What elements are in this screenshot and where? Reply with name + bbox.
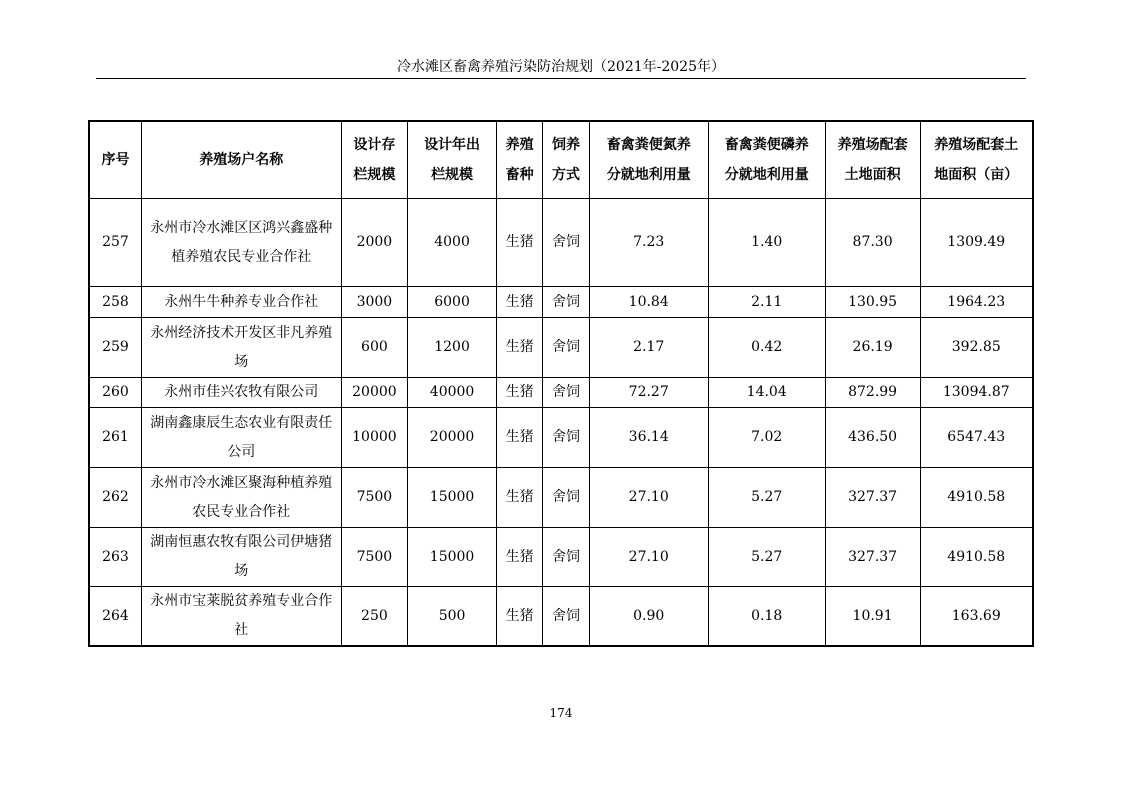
cell-species: 生猪: [496, 468, 542, 528]
cell-method: 舍饲: [543, 287, 589, 318]
cell-land-area: 872.99: [825, 378, 920, 408]
cell-nitrogen: 0.90: [589, 587, 708, 647]
cell-species: 生猪: [496, 318, 542, 378]
col-header-land-area: 养殖场配套 土地面积: [825, 121, 920, 199]
cell-method: 舍饲: [543, 587, 589, 647]
cell-nitrogen: 36.14: [589, 408, 708, 468]
col-header-no: 序号: [89, 121, 141, 199]
cell-phosphorus: 2.11: [708, 287, 825, 318]
cell-land-mu: 163.69: [920, 587, 1033, 647]
cell-no: 260: [89, 378, 141, 408]
cell-land-mu: 13094.87: [920, 378, 1033, 408]
cell-nitrogen: 27.10: [589, 468, 708, 528]
cell-nitrogen: 2.17: [589, 318, 708, 378]
cell-name: 永州市宝莱脱贫养殖专业合作社: [141, 587, 341, 647]
cell-stock: 2000: [341, 199, 408, 287]
cell-species: 生猪: [496, 528, 542, 587]
cell-no: 264: [89, 587, 141, 647]
cell-land-area: 130.95: [825, 287, 920, 318]
cell-output: 20000: [408, 408, 497, 468]
header-rule: [96, 78, 1026, 79]
cell-stock: 7500: [341, 468, 408, 528]
cell-method: 舍饲: [543, 528, 589, 587]
cell-land-area: 327.37: [825, 468, 920, 528]
cell-species: 生猪: [496, 408, 542, 468]
page-header-title: 冷水滩区畜禽养殖污染防治规划（2021年-2025年）: [397, 59, 725, 75]
cell-stock: 10000: [341, 408, 408, 468]
cell-species: 生猪: [496, 199, 542, 287]
cell-name: 湖南鑫康辰生态农业有限责任公司: [141, 408, 341, 468]
cell-land-area: 26.19: [825, 318, 920, 378]
cell-method: 舍饲: [543, 408, 589, 468]
cell-land-mu: 1309.49: [920, 199, 1033, 287]
table-row: [89, 528, 1033, 587]
cell-no: 259: [89, 318, 141, 378]
table-row: [89, 408, 1033, 468]
cell-stock: 600: [341, 318, 408, 378]
cell-no: 263: [89, 528, 141, 587]
cell-method: 舍饲: [543, 378, 589, 408]
cell-phosphorus: 5.27: [708, 528, 825, 587]
cell-stock: 7500: [341, 528, 408, 587]
cell-method: 舍饲: [543, 468, 589, 528]
cell-no: 262: [89, 468, 141, 528]
cell-land-area: 10.91: [825, 587, 920, 647]
cell-phosphorus: 0.42: [708, 318, 825, 378]
cell-land-mu: 6547.43: [920, 408, 1033, 468]
table-row: [89, 468, 1033, 528]
cell-output: 4000: [408, 199, 497, 287]
cell-output: 6000: [408, 287, 497, 318]
cell-nitrogen: 7.23: [589, 199, 708, 287]
farm-land-table: [88, 120, 1034, 647]
cell-method: 舍饲: [543, 199, 589, 287]
table-header-row: [89, 121, 1033, 199]
cell-nitrogen: 72.27: [589, 378, 708, 408]
col-header-name: 养殖场户名称: [141, 121, 341, 199]
col-header-phosphorus: 畜禽粪便磷养 分就地利用量: [708, 121, 825, 199]
cell-no: 257: [89, 199, 141, 287]
table-row: [89, 287, 1033, 318]
cell-phosphorus: 7.02: [708, 408, 825, 468]
table-row: [89, 378, 1033, 408]
col-header-output: 设计年出 栏规模: [408, 121, 497, 199]
table-row: [89, 587, 1033, 647]
cell-nitrogen: 10.84: [589, 287, 708, 318]
cell-name: 永州经济技术开发区非凡养殖场: [141, 318, 341, 378]
cell-land-mu: 392.85: [920, 318, 1033, 378]
cell-land-mu: 1964.23: [920, 287, 1033, 318]
cell-stock: 20000: [341, 378, 408, 408]
col-header-land-mu: 养殖场配套土 地面积（亩）: [920, 121, 1033, 199]
col-header-method: 饲养 方式: [543, 121, 589, 199]
cell-name: 永州牛牛种养专业合作社: [141, 287, 341, 318]
cell-nitrogen: 27.10: [589, 528, 708, 587]
table-row: [89, 199, 1033, 287]
cell-output: 15000: [408, 468, 497, 528]
cell-land-mu: 4910.58: [920, 528, 1033, 587]
cell-phosphorus: 14.04: [708, 378, 825, 408]
cell-no: 258: [89, 287, 141, 318]
cell-species: 生猪: [496, 287, 542, 318]
cell-no: 261: [89, 408, 141, 468]
cell-name: 永州市冷水滩区聚海种植养殖农民专业合作社: [141, 468, 341, 528]
cell-land-area: 436.50: [825, 408, 920, 468]
cell-stock: 250: [341, 587, 408, 647]
table-row: [89, 318, 1033, 378]
cell-output: 1200: [408, 318, 497, 378]
cell-land-area: 327.37: [825, 528, 920, 587]
cell-stock: 3000: [341, 287, 408, 318]
cell-phosphorus: 1.40: [708, 199, 825, 287]
cell-output: 500: [408, 587, 497, 647]
cell-output: 15000: [408, 528, 497, 587]
col-header-nitrogen: 畜禽粪便氮养 分就地利用量: [589, 121, 708, 199]
col-header-species: 养殖 畜种: [496, 121, 542, 199]
cell-name: 湖南恒惠农牧有限公司伊塘猪场: [141, 528, 341, 587]
cell-land-mu: 4910.58: [920, 468, 1033, 528]
cell-method: 舍饲: [543, 318, 589, 378]
cell-name: 永州市冷水滩区区鸿兴鑫盛种植养殖农民专业合作社: [141, 199, 341, 287]
cell-species: 生猪: [496, 378, 542, 408]
cell-species: 生猪: [496, 587, 542, 647]
cell-phosphorus: 5.27: [708, 468, 825, 528]
cell-output: 40000: [408, 378, 497, 408]
cell-name: 永州市佳兴农牧有限公司: [141, 378, 341, 408]
col-header-stock: 设计存 栏规模: [341, 121, 408, 199]
page-number: 174: [549, 706, 573, 720]
cell-land-area: 87.30: [825, 199, 920, 287]
cell-phosphorus: 0.18: [708, 587, 825, 647]
